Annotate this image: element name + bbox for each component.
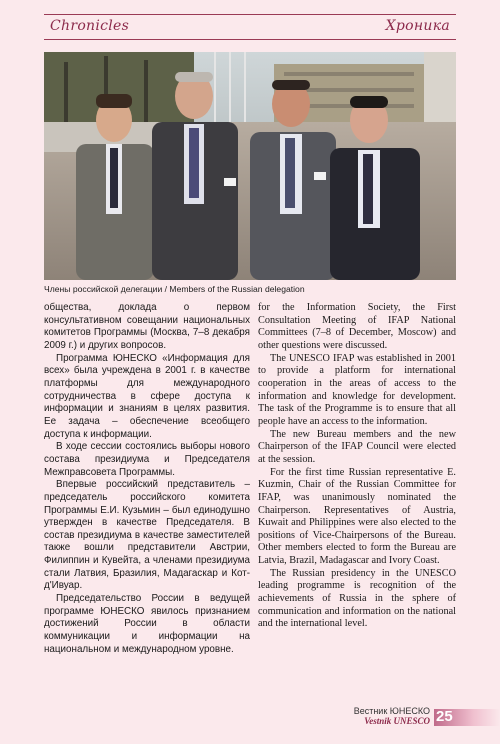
page-footer (300, 706, 500, 728)
page-number: 25 (436, 708, 453, 725)
en-paragraph: The Russian presidency in the UNESCO leading programme is recognition of the achievements of Russia in the sphere of communication and information on the national and the international level. (258, 567, 456, 630)
ru-paragraph: Председательство России в ведущей программе ЮНЕСКО явилось признанием достижений России в области коммуникации и информации на национальном и международном уровне. (44, 593, 250, 655)
en-paragraph: The UNESCO IFAP was established in 2001 to provide a platform for international cooperation in the areas of access to the information and knowledge for development. The task of the Programme is to ensure that all people have an access to the information. (258, 352, 456, 427)
ru-paragraph: Впервые российский представитель – председатель российского комитета Программы Е.И. Кузьмин – был единодушно утвержден в качестве Председателя. В состав президиума в качестве заместителей также вошли представители Австрии, Филиппин и Кувейта, а членами президиума стали Латвия, Бразилия, Мадагаскар и Кот-д'Ивуар. (44, 479, 250, 592)
journal-name-ru: Вестник ЮНЕСКО (353, 706, 430, 716)
section-title-ru: Хроника (385, 18, 450, 34)
delegation-photo (44, 52, 456, 280)
english-column (258, 302, 456, 631)
section-title-en: Chronicles (50, 18, 130, 34)
ru-paragraph: общества, доклада о первом консультативном совещании национальных комитетов Программы (Москва, 7–8 декабря 2009 г.) и других вопросов. (44, 302, 250, 351)
ru-paragraph: Программа ЮНЕСКО «Информация для всех» была учреждена в 2001 г. в качестве платформы для международного сотрудничества в сфере доступа к информации и знаниям в целях развития. Ее задача – обеспечение всеобщего доступа к информации. (44, 352, 250, 440)
ru-paragraph: В ходе сессии состоялись выборы нового состава президиума и Председателя Межправсовета Программы. (44, 441, 250, 478)
running-header (44, 14, 456, 40)
journal-name-en: Vestnik UNESCO (364, 716, 430, 726)
group-photo-icon (44, 52, 456, 280)
russian-column (44, 302, 250, 656)
en-paragraph: for the Information Society, the First Consultation Meeting of IFAP National Committees (7–8 of December, Moscow) and other questions were discussed. (258, 302, 456, 351)
en-paragraph: The new Bureau members and the new Chairperson of the IFAP Council were elected at the session. (258, 428, 456, 465)
en-paragraph: For the first time Russian representative E. Kuzmin, Chair of the Russian Committee for IFAP, was unanimously nominated the Chairperson. Representatives of Austria, Kuwait and Philippines were also elected to the positions of Vice-Chairpersons of the Bureau. Other members elected to form the Bureau are Latvia, Brazil, Madagascar and Ivory Coast. (258, 466, 456, 567)
photo-caption: Члены российской делегации / Members of the Russian delegation (44, 284, 305, 294)
